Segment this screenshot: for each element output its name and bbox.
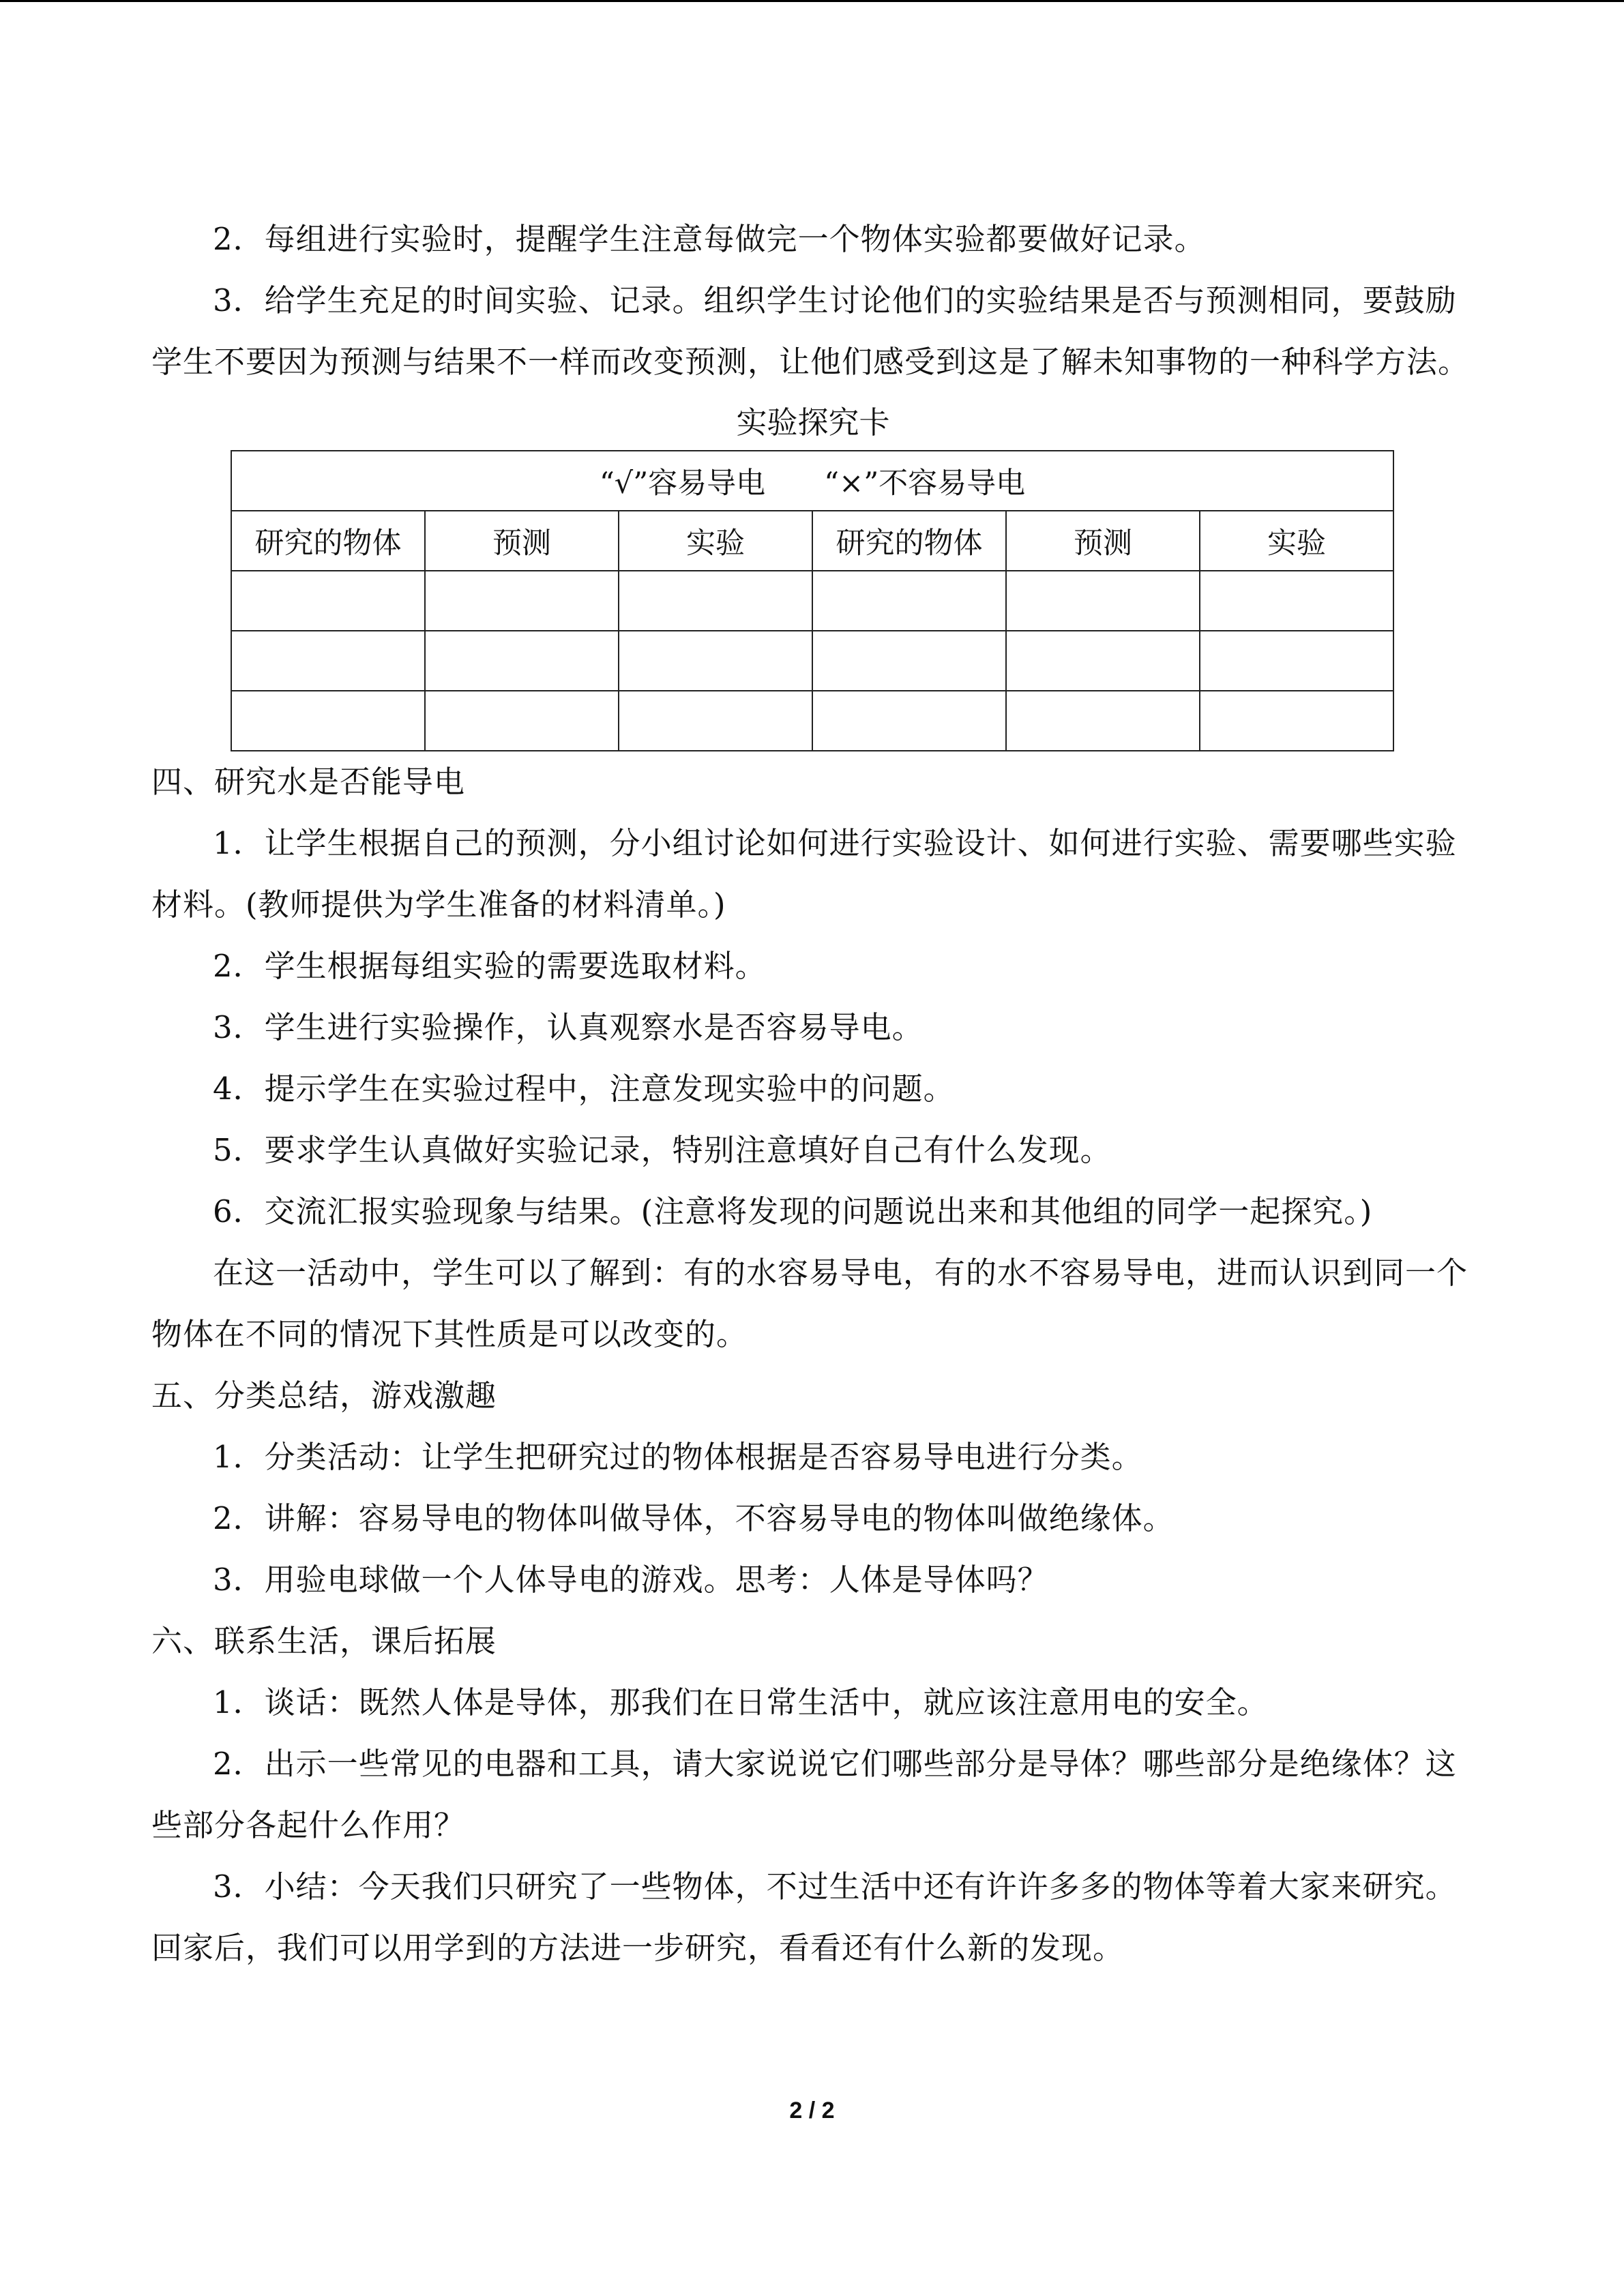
paragraph-step-2: 2．每组进行实验时，提醒学生注意每做完一个物体实验都要做好记录。 [213, 221, 1206, 257]
table-cell [619, 631, 812, 691]
table-cell [812, 631, 1006, 691]
header-object-1: 研究的物体 [231, 511, 425, 571]
table-cell [231, 571, 425, 631]
header-prediction-1: 预测 [425, 511, 619, 571]
section5-item-1: 1．分类活动：让学生把研究过的物体根据是否容易导电进行分类。 [213, 1439, 1143, 1475]
table-row [231, 571, 1393, 631]
table-cell [1006, 571, 1200, 631]
table-cell [231, 631, 425, 691]
table-cell [1006, 631, 1200, 691]
table-cell [619, 691, 812, 751]
table-caption: 实验探究卡 [736, 404, 890, 441]
table-cell [425, 691, 619, 751]
table-cell [425, 631, 619, 691]
section4-item-1: 1．让学生根据自己的预测，分小组讨论如何进行实验设计、如何进行实验、需要哪些实验材料。(教师提供为学生准备的材料清单。) [151, 825, 1457, 923]
section4-item-2: 2．学生根据每组实验的需要选取材料。 [213, 948, 767, 984]
section6-item-2: 2．出示一些常见的电器和工具，请大家说说它们哪些部分是导体？哪些部分是绝缘体？这些部分各起什么作用？ [151, 1746, 1457, 1843]
top-border-line [0, 0, 1624, 2]
section4-item-3: 3．学生进行实验操作，认真观察水是否容易导电。 [213, 1009, 924, 1045]
table-cell [812, 571, 1006, 631]
table-cell [619, 571, 812, 631]
table-cell [1200, 631, 1393, 691]
section4-item-4: 4．提示学生在实验过程中，注意发现实验中的问题。 [213, 1071, 955, 1107]
section-heading-6: 六、联系生活，课后拓展 [151, 1623, 497, 1659]
section-heading-5: 五、分类总结，游戏激趣 [151, 1377, 497, 1414]
page-number: 2 / 2 [789, 2098, 835, 2123]
experiment-card-table [231, 450, 1394, 751]
section4-summary: 在这一活动中，学生可以了解到：有的水容易导电，有的水不容易导电，进而认识到同一个物体在不同的情况下其性质是可以改变的。 [151, 1255, 1468, 1352]
header-object-2: 研究的物体 [812, 511, 1006, 571]
section6-item-1: 1．谈话：既然人体是导体，那我们在日常生活中，就应该注意用电的安全。 [213, 1684, 1269, 1720]
table-row [231, 631, 1393, 691]
section4-item-5: 5．要求学生认真做好实验记录，特别注意填好自己有什么发现。 [213, 1132, 1112, 1168]
table-cell [425, 571, 619, 631]
table-row [231, 691, 1393, 751]
document-content [151, 209, 1475, 1979]
table-cell [231, 691, 425, 751]
paragraph-step-3: 3．给学生充足的时间实验、记录。组织学生讨论他们的实验结果是否与预测相同，要鼓励学生不要因为预测与结果不一样而改变预测，让他们感受到这是了解未知事物的一种科学方法。 [151, 282, 1470, 380]
section-heading-4: 四、研究水是否能导电 [151, 764, 466, 800]
table-cell [1006, 691, 1200, 751]
header-experiment-2: 实验 [1200, 511, 1393, 571]
header-experiment-1: 实验 [619, 511, 812, 571]
table-cell [812, 691, 1006, 751]
section4-item-6: 6．交流汇报实验现象与结果。(注意将发现的问题说出来和其他组的同学一起探究。) [213, 1193, 1373, 1229]
section5-item-3: 3．用验电球做一个人体导电的游戏。思考：人体是导体吗？ [213, 1562, 1049, 1598]
table-legend: “√”容易导电 “×”不容易导电 [231, 451, 1393, 511]
table-cell [1200, 571, 1393, 631]
section5-item-2: 2．讲解：容易导电的物体叫做导体，不容易导电的物体叫做绝缘体。 [213, 1500, 1175, 1536]
table-header-row [231, 511, 1393, 571]
section6-item-3: 3．小结：今天我们只研究了一些物体，不过生活中还有许许多多的物体等着大家来研究。回家后，我们可以用学到的方法进一步研究，看看还有什么新的发现。 [151, 1868, 1457, 1966]
table-legend-row [231, 451, 1393, 511]
table-cell [1200, 691, 1393, 751]
header-prediction-2: 预测 [1006, 511, 1200, 571]
